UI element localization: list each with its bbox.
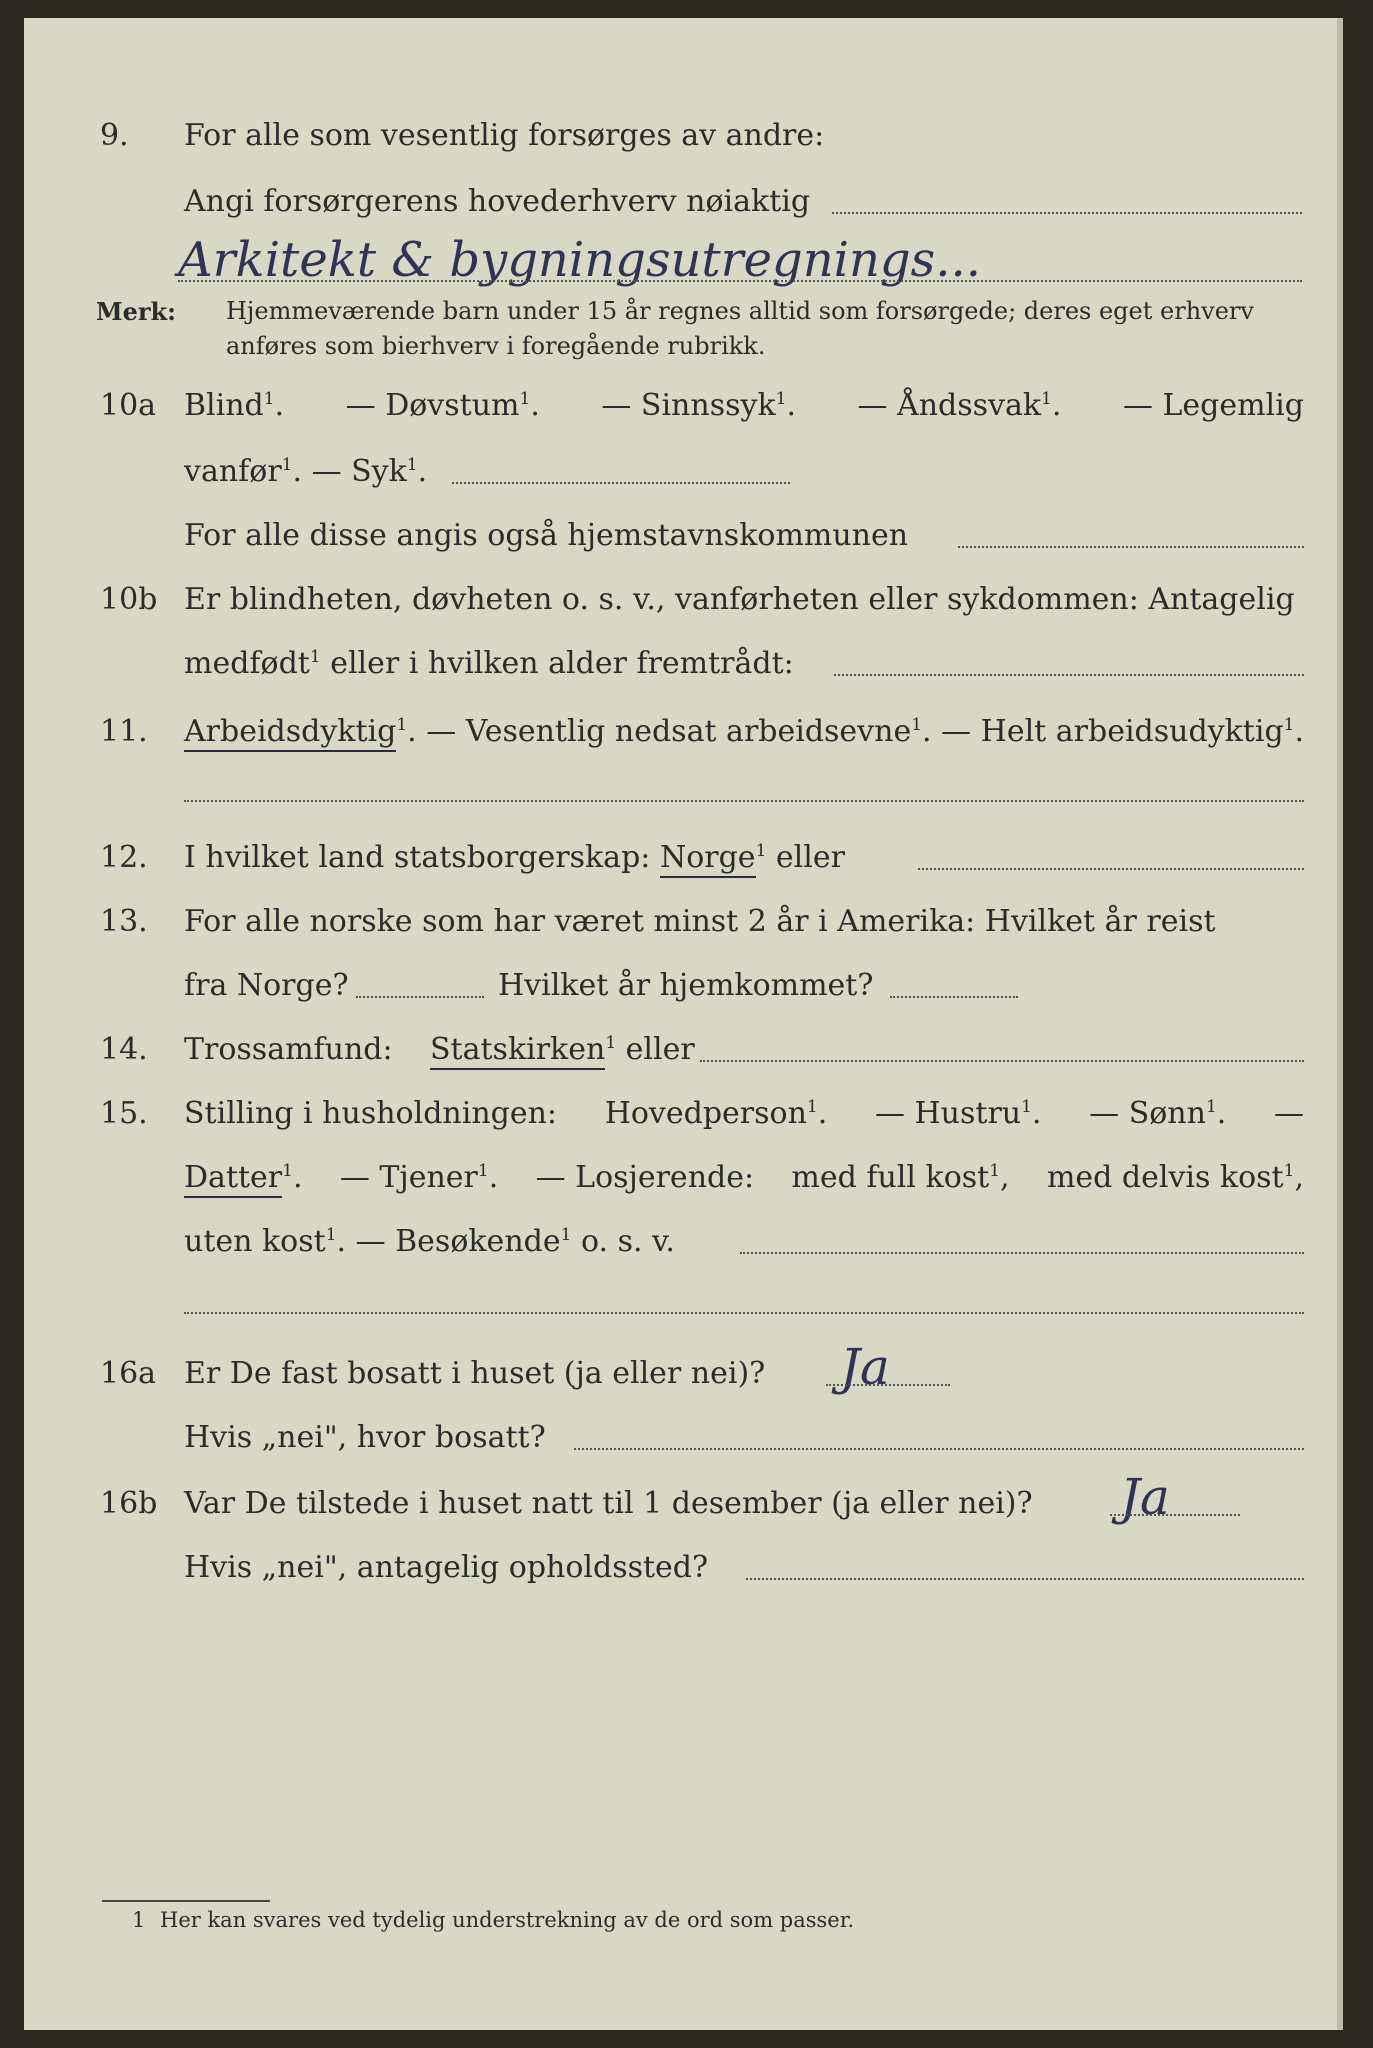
q15-dash: — xyxy=(1274,1096,1304,1131)
q15-option-hovedperson: Hovedperson$^1$. xyxy=(604,1096,828,1131)
q12-number: 12. xyxy=(100,840,148,875)
q15-underlined-answer: Datter xyxy=(184,1160,282,1198)
q10a-vanfor-syk: vanfør$^1$. — Syk$^1$. xyxy=(184,454,428,489)
q16b-fill-line xyxy=(1110,1514,1240,1516)
q9-number: 9. xyxy=(100,118,129,153)
q14-label: Trossamfund: xyxy=(184,1032,393,1067)
q15-option-datter: Datter$^1$. xyxy=(184,1160,303,1195)
q16a-handwritten-answer: Ja xyxy=(840,1338,890,1396)
q16b-number: 16b xyxy=(100,1486,158,1521)
q9-question: For alle som vesentlig forsørges av andre: xyxy=(184,118,825,153)
q10a-option-andssvak: — Åndssvak$^1$. xyxy=(857,388,1062,423)
q15-losjerende: — Losjerende: xyxy=(535,1160,755,1195)
q12-underlined-answer: Norge xyxy=(660,840,756,878)
q15-number: 15. xyxy=(100,1096,148,1131)
q10a-option-sinnssyk: — Sinnssyk$^1$. xyxy=(601,388,796,423)
q9-answer-line xyxy=(178,280,1302,282)
q13-hjemkommet-line xyxy=(890,996,1018,998)
q16b-question: Var De tilstede i huset natt til 1 desember (ja eller nei)? xyxy=(184,1486,1033,1521)
footnote-rule xyxy=(102,1900,270,1902)
merk-text-1: Hjemmeværende barn under 15 år regnes alltid som forsørgede; deres eget erhverv xyxy=(226,297,1254,325)
q11-question: Arbeidsdyktig$^1$. — Vesentlig nedsat arbeidsevne$^1$. — Helt arbeidsudyktig$^1$. xyxy=(184,714,1304,749)
q12-question: I hvilket land statsborgerskap: Norge$^1$ eller xyxy=(184,840,845,875)
q10a-hjemstavn: For alle disse angis også hjemstavnskommunen xyxy=(184,518,909,553)
q14-number: 14. xyxy=(100,1032,148,1067)
q13-question: For alle norske som har været minst 2 år i Amerika: Hvilket år reist xyxy=(184,904,1216,939)
merk-text-2: anføres som bierhverv i foregående rubrikk. xyxy=(226,332,766,360)
q15-option-delvis-kost: med delvis kost$^1$, xyxy=(1046,1160,1304,1195)
q15-extra-line xyxy=(184,1312,1304,1314)
q15-question-3: uten kost$^1$. — Besøkende$^1$ o. s. v. xyxy=(184,1224,675,1259)
q13-reist-line xyxy=(356,996,484,998)
q16a-bosatt-line xyxy=(574,1448,1304,1450)
q11-underlined-answer: Arbeidsdyktig xyxy=(184,714,396,752)
q13-reist: fra Norge? xyxy=(184,968,349,1003)
q10a-options xyxy=(184,388,1304,423)
q16a-hvor-bosatt: Hvis „nei", hvor bosatt? xyxy=(184,1420,546,1455)
q9-handwritten-answer: Arkitekt & bygningsutregnings... xyxy=(178,232,982,288)
q10b-number: 10b xyxy=(100,582,158,617)
q10a-number: 10a xyxy=(100,388,157,423)
q12-fill-line xyxy=(918,868,1304,870)
q10a-option-legemlig: — Legemlig xyxy=(1122,388,1304,423)
q15-option-sonn: — Sønn$^1$. xyxy=(1089,1096,1227,1131)
q10b-question: Er blindheten, døvheten o. s. v., vanførheten eller sykdommen: Antagelig xyxy=(184,582,1295,617)
q15-fill-line xyxy=(740,1252,1304,1254)
q9-fill-line xyxy=(832,212,1302,214)
q15-options-1 xyxy=(184,1096,1304,1131)
q14-answer: Statskirken$^1$ eller xyxy=(430,1032,695,1067)
q11-number: 11. xyxy=(100,714,148,749)
q10a-fill-line xyxy=(452,482,790,484)
q16a-number: 16a xyxy=(100,1356,157,1391)
q11-fill-line xyxy=(184,800,1304,802)
q15-option-hustru: — Hustru$^1$. xyxy=(874,1096,1042,1131)
q15-option-tjener: — Tjener$^1$. xyxy=(339,1160,499,1195)
q10b-question-2: medfødt$^1$ eller i hvilken alder fremtrådt: xyxy=(184,646,794,681)
q14-fill-line xyxy=(700,1060,1304,1062)
q15-option-full-kost: med full kost$^1$, xyxy=(791,1160,1010,1195)
page-edge xyxy=(1337,18,1343,2030)
q10a-hjemstavn-line xyxy=(958,546,1304,548)
q14-underlined-answer: Statskirken xyxy=(430,1032,605,1070)
q10a-option-blind: Blind$^1$. xyxy=(184,388,285,423)
q13-hjemkommet: Hvilket år hjemkommet? xyxy=(498,968,874,1003)
merk-label: Merk: xyxy=(96,297,176,326)
footnote-mark: 1 xyxy=(132,1908,146,1932)
q16a-fill-line xyxy=(826,1384,950,1386)
q15-options-2 xyxy=(184,1160,1304,1195)
q16a-question: Er De fast bosatt i huset (ja eller nei)? xyxy=(184,1356,766,1391)
q13-number: 13. xyxy=(100,904,148,939)
q10a-option-dovstum: — Døvstum$^1$. xyxy=(345,388,540,423)
q16b-opholdssted: Hvis „nei", antagelig opholdssted? xyxy=(184,1550,709,1585)
footnote-text: Her kan svares ved tydelig understrekning av de ord som passer. xyxy=(160,1908,855,1932)
q9-question-2: Angi forsørgerens hovederhverv nøiaktig xyxy=(184,184,811,219)
q16b-handwritten-answer: Ja xyxy=(1120,1468,1170,1526)
q10b-fill-line xyxy=(834,674,1304,676)
q16b-opholdssted-line xyxy=(746,1578,1304,1580)
q15-label: Stilling i husholdningen: xyxy=(184,1096,558,1131)
